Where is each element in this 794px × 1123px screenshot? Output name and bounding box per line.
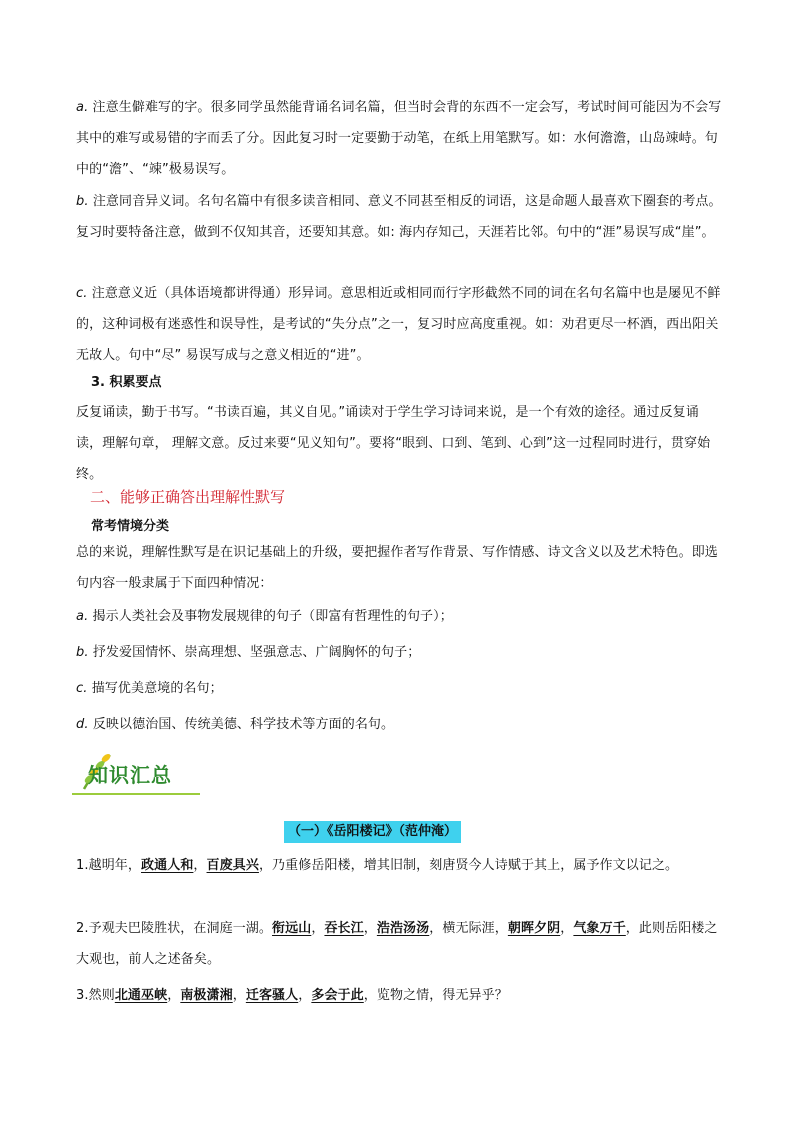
item-text: 揭示人类社会及事物发展规律的句子（即富有哲理性的句子）； xyxy=(92,609,453,624)
key-phrase: 朝晖夕阴 xyxy=(507,921,561,936)
item-label: b. xyxy=(76,194,89,209)
item-label: c. xyxy=(76,681,88,696)
heading-accumulation: 3. 积累要点 xyxy=(91,375,162,390)
list-item xyxy=(76,601,722,632)
item-text: 反映以德治国、传统美德、科学技术等方面的名句。 xyxy=(92,717,395,732)
list-item xyxy=(76,637,722,668)
item-label: d. xyxy=(76,717,89,732)
section-title: 二、能够正确答出理解性默写 xyxy=(90,488,286,506)
sentence-text: ， xyxy=(232,988,246,1003)
key-phrase: 衔远山 xyxy=(272,921,312,936)
item-text: 描写优美意境的名句； xyxy=(91,681,223,696)
paragraph-text: 注意意义近（具体语境都讲得通）形异词。意思相近或相同而行字形截然不同的词在名句名篇中也是屡见不鲜的，这种词极有迷惑性和误导性，是考试的“失分点”之一，复习时应高度重视。如：劝君更尽一杯酒，西出阳关无故人。句中“尽” 易误写成与之意义相近的“进”。 xyxy=(76,286,721,363)
poem-sentence-3 xyxy=(76,980,722,1011)
knowledge-summary-banner xyxy=(70,749,202,799)
item-label: a. xyxy=(76,100,89,115)
key-phrase: 迁客骚人 xyxy=(245,988,299,1003)
sentence-text: ，乃重修岳阳楼，增其旧制，刻唐贤今人诗赋于其上，属予作文以记之。 xyxy=(258,858,679,873)
sentence-text: ， xyxy=(560,921,574,936)
paragraph-text: 注意生僻难写的字。很多同学虽然能背诵名词名篇，但当时会背的东西不一定会写，考试时间可能因为不会写其中的难写或易错的字而丢了分。因此复习时一定要勤于动笔，在纸上用笔默写。如：水何澹澹，山岛竦峙。句中的“澹”、“竦”极易误写。 xyxy=(76,100,722,177)
item-label: c. xyxy=(76,286,88,301)
sentence-text: ， xyxy=(363,921,377,936)
sentence-text: 2.予观夫巴陵胜状，在洞庭一湖。 xyxy=(76,921,273,936)
paragraph-summary: 总的来说，理解性默写是在识记基础上的升级，要把握作者写作背景、写作情感、诗文含义以及艺术特色。即选句内容一般隶属于下面四种情况： xyxy=(76,545,718,591)
item-label: a. xyxy=(76,609,89,624)
list-item xyxy=(76,709,722,740)
key-phrase: 气象万千 xyxy=(573,921,626,936)
poem-title: （一）《岳阳楼记》（范仲淹） xyxy=(284,821,461,843)
sentence-text: ，览物之情，得无异乎？ xyxy=(363,988,508,1003)
sentence-text: 3.然则 xyxy=(76,988,115,1003)
sentence-text: ，横无际涯， xyxy=(429,921,508,936)
poem-sentence-2 xyxy=(76,913,722,975)
key-phrase: 百废具兴 xyxy=(206,858,259,873)
key-phrase: 吞长江 xyxy=(324,921,364,936)
sentence-text: ，此则岳阳楼之大观也，前人之述备矣。 xyxy=(76,921,718,967)
key-phrase: 多会于此 xyxy=(311,988,364,1003)
paragraph-a xyxy=(76,92,722,185)
item-text: 抒发爱国情怀、崇高理想、坚强意志、广阔胸怀的句子； xyxy=(92,645,421,660)
item-label: b. xyxy=(76,645,89,660)
poem-sentence-1 xyxy=(76,850,722,881)
section-subtitle: 常考情境分类 xyxy=(91,519,170,534)
key-phrase: 政通人和 xyxy=(141,858,194,873)
sentence-text: ， xyxy=(298,988,312,1003)
banner-title: 知识汇总 xyxy=(88,763,172,787)
paragraph-c xyxy=(76,278,722,371)
list-item xyxy=(76,673,722,704)
sentence-text: ， xyxy=(167,988,181,1003)
sentence-text: ， xyxy=(311,921,325,936)
key-phrase: 南极潇湘 xyxy=(180,988,233,1003)
paragraph-accumulation: 反复诵读，勤于书写。“书读百遍，其义自见。”诵读对于学生学习诗词来说，是一个有效的途径。通过反复诵读，理解句章， 理解文意。反过来要“见义知句”。要将“眼到、口到、笔到、心到”这一过程同时进行，贯穿始终。 xyxy=(76,405,711,482)
paragraph-text: 注意同音异义词。名句名篇中有很多读音相同、意义不同甚至相反的词语，这是命题人最喜欢下圈套的考点。复习时要特备注意，做到不仅知其音，还要知其意。如: 海内存知己，天涯若比邻。句中的“涯”易误写成“崖”。 xyxy=(76,194,722,240)
key-phrase: 浩浩汤汤 xyxy=(376,921,430,936)
banner-underline xyxy=(72,793,200,795)
sentence-text: 1.越明年， xyxy=(76,858,142,873)
paragraph-b xyxy=(76,186,722,248)
key-phrase: 北通巫峡 xyxy=(114,988,168,1003)
sentence-text: ， xyxy=(193,858,207,873)
